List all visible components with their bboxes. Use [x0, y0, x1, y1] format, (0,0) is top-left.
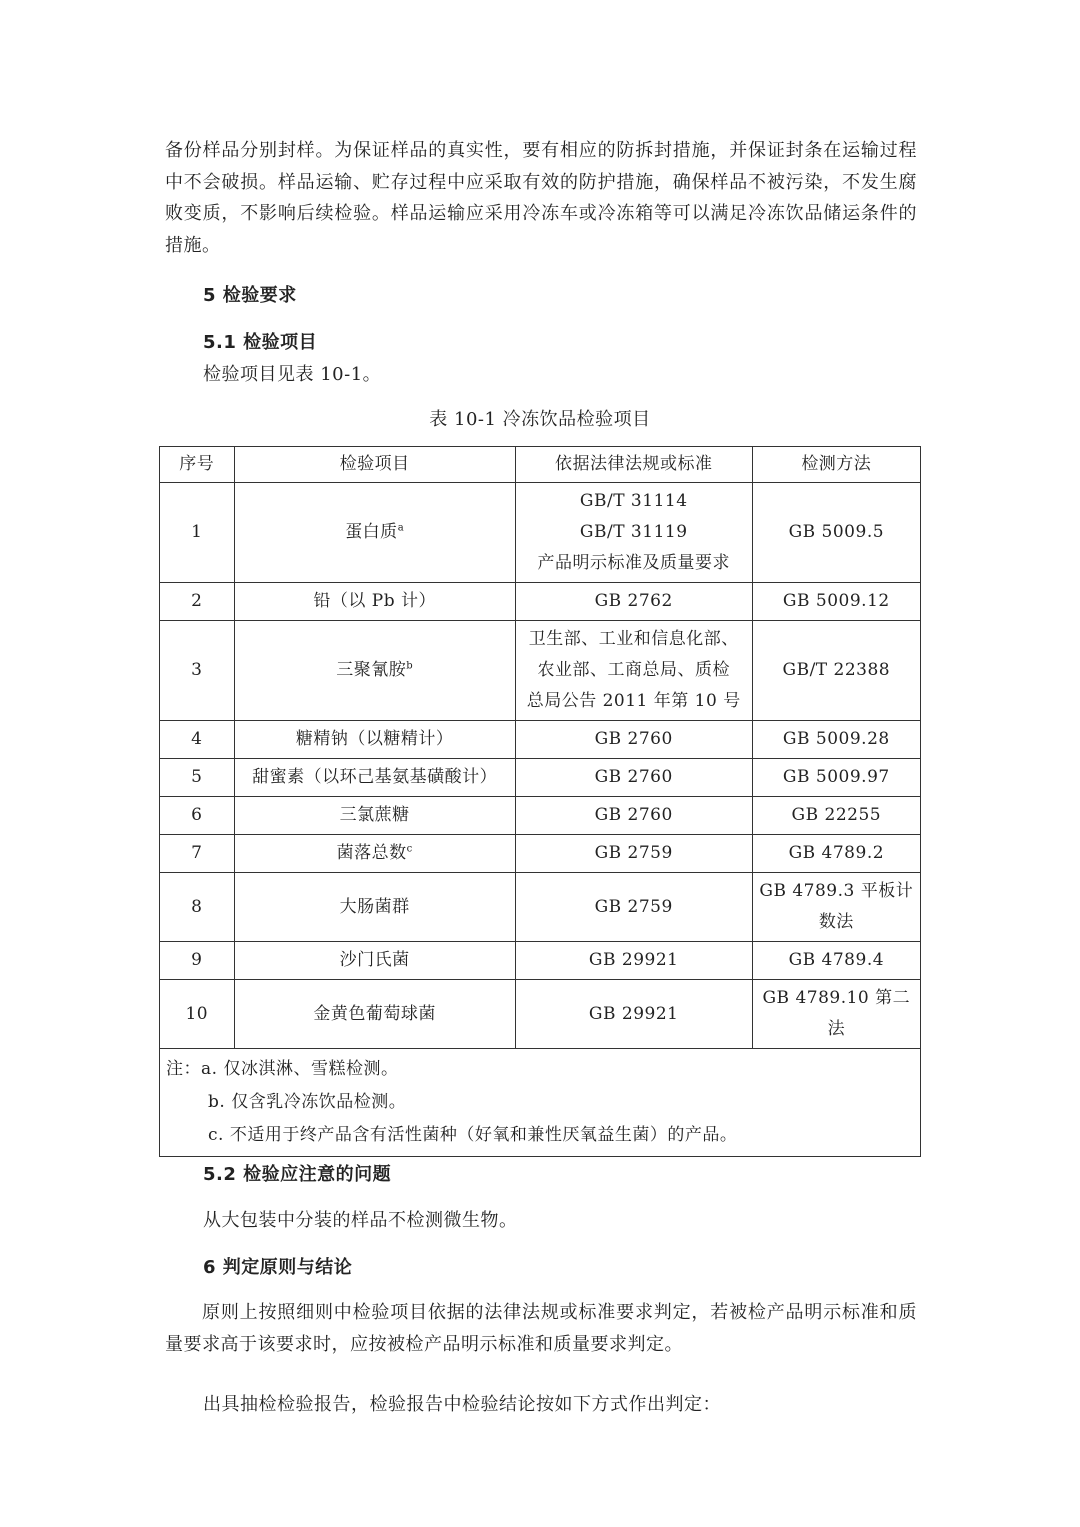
row-item-label: 三氯蔗糖	[339, 805, 410, 825]
row-method	[752, 980, 920, 1049]
table-caption: 表 10-1 冷冻饮品检验项目	[429, 409, 651, 430]
method-line: GB 4789.4	[788, 950, 885, 970]
header-item: 检验项目	[234, 447, 515, 483]
row-item-label: 沙门氏菌	[339, 950, 410, 970]
row-basis	[515, 835, 752, 873]
row-basis	[515, 721, 752, 759]
row-number: 10	[160, 980, 235, 1049]
method-line: GB 4789.3 平板计	[759, 881, 914, 901]
row-number: 2	[160, 583, 235, 621]
row-basis	[515, 873, 752, 942]
row-item-label: 三聚氰胺	[336, 660, 407, 680]
row-method	[752, 483, 920, 583]
row-item	[234, 483, 515, 583]
row-method	[752, 797, 920, 835]
row-item	[234, 835, 515, 873]
basis-line: 产品明示标准及质量要求	[537, 553, 730, 573]
basis-line: 总局公告 2011 年第 10 号	[526, 691, 741, 711]
method-line: GB 22255	[791, 805, 882, 825]
row-number: 6	[160, 797, 235, 835]
row-method	[752, 759, 920, 797]
row-item-label: 铅（以 Pb 计）	[313, 591, 436, 611]
table-row	[160, 942, 921, 980]
method-line: GB 5009.5	[788, 522, 885, 542]
row-basis	[515, 759, 752, 797]
header-method: 检测方法	[752, 447, 920, 483]
table-row	[160, 483, 921, 583]
method-line: GB 5009.97	[782, 767, 890, 787]
table-row	[160, 721, 921, 759]
table-notes-row	[160, 1049, 921, 1157]
table-row	[160, 797, 921, 835]
section-5-heading: 5 检验要求	[203, 285, 297, 306]
method-line: 法	[827, 1019, 846, 1039]
note-b: b. 仅含乳冷冻饮品检测。	[208, 1092, 407, 1112]
section-6-heading: 6 判定原则与结论	[203, 1257, 353, 1278]
basis-line: GB 2760	[594, 805, 673, 825]
section-5-2-text: 从大包装中分装的样品不检测微生物。	[203, 1210, 518, 1231]
basis-line: 卫生部、工业和信息化部、	[528, 629, 739, 649]
section-5-2-heading: 5.2 检验应注意的问题	[203, 1164, 392, 1185]
table-notes	[160, 1049, 921, 1157]
table-row	[160, 759, 921, 797]
section-6-paragraph-1: 原则上按照细则中检验项目依据的法律法规或标准要求判定，若被检产品明示标准和质量要求高于该要求时，应按被检产品明示标准和质量要求判定。	[165, 1302, 917, 1355]
footnote-marker: a	[397, 522, 405, 534]
note-a: a. 仅冰淇淋、雪糕检测。	[201, 1059, 399, 1079]
note-a-line	[166, 1053, 914, 1086]
header-number: 序号	[160, 447, 235, 483]
inspection-items-table	[159, 446, 921, 1157]
row-method	[752, 621, 920, 721]
row-number: 9	[160, 942, 235, 980]
row-basis	[515, 980, 752, 1049]
basis-line: GB 2762	[594, 591, 673, 611]
row-item-label: 糖精钠（以糖精计）	[295, 729, 454, 749]
row-item-label: 甜蜜素（以环己基氨基磺酸计）	[252, 767, 498, 787]
row-number: 4	[160, 721, 235, 759]
row-item-label: 大肠菌群	[339, 896, 410, 917]
note-prefix: 注：	[166, 1059, 201, 1079]
row-method	[752, 942, 920, 980]
row-item	[234, 621, 515, 721]
row-method	[752, 583, 920, 621]
method-line: GB 5009.28	[782, 729, 890, 749]
row-item	[234, 797, 515, 835]
method-line: 数法	[818, 912, 854, 932]
row-item	[234, 942, 515, 980]
row-item	[234, 980, 515, 1049]
row-item-label: 金黄色葡萄球菌	[313, 1003, 436, 1024]
footnote-marker: c	[406, 843, 413, 855]
method-line: GB 4789.10 第二	[762, 988, 911, 1008]
row-method	[752, 835, 920, 873]
row-item	[234, 873, 515, 942]
basis-line: GB 2760	[594, 729, 673, 749]
section-6-paragraph-2: 出具抽检检验报告，检验报告中检验结论按如下方式作出判定：	[203, 1394, 721, 1415]
basis-line: GB/T 31114	[579, 491, 688, 511]
row-item	[234, 583, 515, 621]
basis-line: GB 2759	[594, 843, 673, 863]
note-c: c. 不适用于终产品含有活性菌种（好氧和兼性厌氧益生菌）的产品。	[208, 1125, 738, 1145]
section-5-1-heading: 5.1 检验项目	[203, 332, 318, 353]
basis-line: GB/T 31119	[579, 522, 688, 542]
basis-line: GB 29921	[588, 1003, 679, 1024]
method-line: GB/T 22388	[782, 660, 891, 680]
row-method	[752, 873, 920, 942]
basis-line: GB 2760	[594, 767, 673, 787]
row-item-label: 蛋白质	[345, 522, 398, 542]
row-number: 7	[160, 835, 235, 873]
row-basis	[515, 942, 752, 980]
method-line: GB 4789.2	[788, 843, 885, 863]
row-basis	[515, 483, 752, 583]
row-number: 8	[160, 873, 235, 942]
basis-line: 农业部、工商总局、质检	[537, 660, 730, 680]
table-row	[160, 835, 921, 873]
intro-paragraph: 备份样品分别封样。为保证样品的真实性，要有相应的防拆封措施，并保证封条在运输过程中不会破损。样品运输、贮存过程中应采取有效的防护措施，确保样品不被污染，不发生腐败变质，不影响后续检验。样品运输应采用冷冻车或冷冻箱等可以满足冷冻饮品储运条件的措施。	[165, 140, 917, 256]
method-line: GB 5009.12	[782, 591, 890, 611]
row-item	[234, 759, 515, 797]
row-item-label: 菌落总数	[336, 843, 407, 863]
table-header-row	[160, 447, 921, 483]
row-number: 5	[160, 759, 235, 797]
table-body	[160, 483, 921, 1049]
row-method	[752, 721, 920, 759]
row-number: 1	[160, 483, 235, 583]
footnote-marker: b	[406, 660, 414, 672]
basis-line: GB 29921	[588, 950, 679, 970]
row-item	[234, 721, 515, 759]
table-row	[160, 980, 921, 1049]
row-basis	[515, 583, 752, 621]
basis-line: GB 2759	[594, 896, 673, 917]
section-5-1-text: 检验项目见表 10-1。	[203, 364, 382, 385]
header-basis: 依据法律法规或标准	[515, 447, 752, 483]
row-basis	[515, 797, 752, 835]
table-row	[160, 621, 921, 721]
row-basis	[515, 621, 752, 721]
table-row	[160, 583, 921, 621]
table-row	[160, 873, 921, 942]
row-number: 3	[160, 621, 235, 721]
